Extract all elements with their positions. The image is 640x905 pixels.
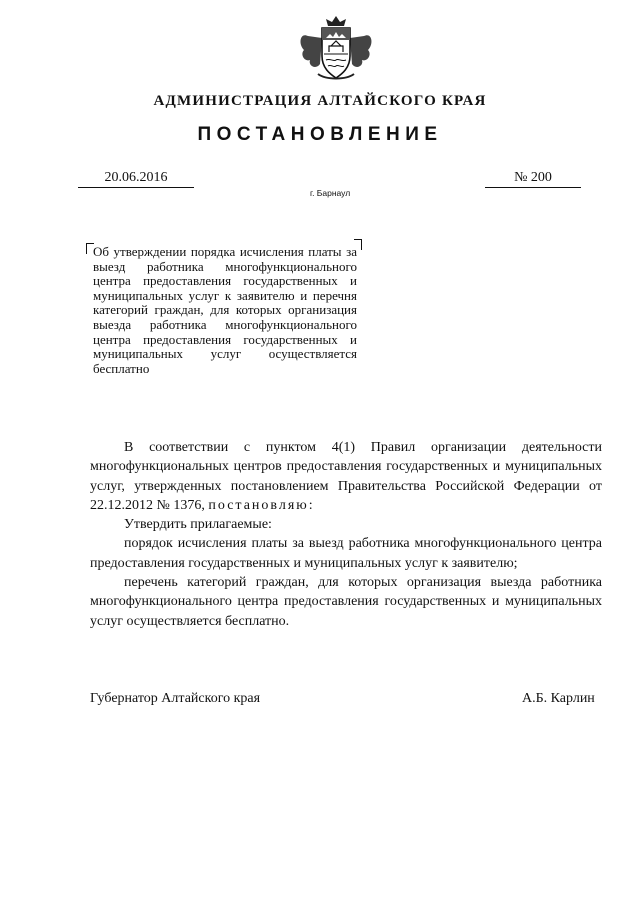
body-paragraph-procedure: порядок исчисления платы за выезд работника многофункционального центра предоставления государственных и муниципальных услуг к заявителю;: [90, 536, 602, 571]
document-date: 20.06.2016: [78, 170, 194, 188]
preamble-text: В соответствии с пунктом 4(1) Правил организации деятельности многофункциональных центров предоставления государственных и муниципальных услуг, утвержденных постановлением Правительства Российской Федерации от 22.12.2012 № 1376,: [90, 440, 602, 513]
authority-name: АДМИНИСТРАЦИЯ АЛТАЙСКОГО КРАЯ: [153, 93, 487, 109]
signatory-title: Губернатор Алтайского края: [90, 691, 261, 706]
body-paragraph-approve: Утвердить прилагаемые:: [124, 517, 272, 533]
body-paragraph-list: перечень категорий граждан, для которых организация выезда работника многофункционального центра предоставления государственных и муниципальных услуг осуществляется бесплатно.: [90, 575, 602, 629]
body-paragraph-preamble: [90, 438, 602, 515]
coat-of-arms-emblem: [296, 14, 376, 84]
signatory-name: А.Б. Карлин: [522, 691, 595, 706]
document-type-title: ПОСТАНОВЛЕНИЕ: [197, 124, 443, 145]
document-subject: Об утверждении порядка исчисления платы за выезд работника многофункционального центра предоставления государственных и муниципальных услуг к заявителю и перечня категорий граждан, для которых организация выезда работника многофункционального центра предоставления государственных и муниципальных услуг осуществляется бесплатно: [93, 244, 357, 376]
document-city: г. Барнаул: [310, 188, 351, 198]
document-body: [90, 438, 602, 631]
decree-keyword: постановляю:: [208, 497, 315, 513]
document-number: № 200: [485, 170, 581, 188]
